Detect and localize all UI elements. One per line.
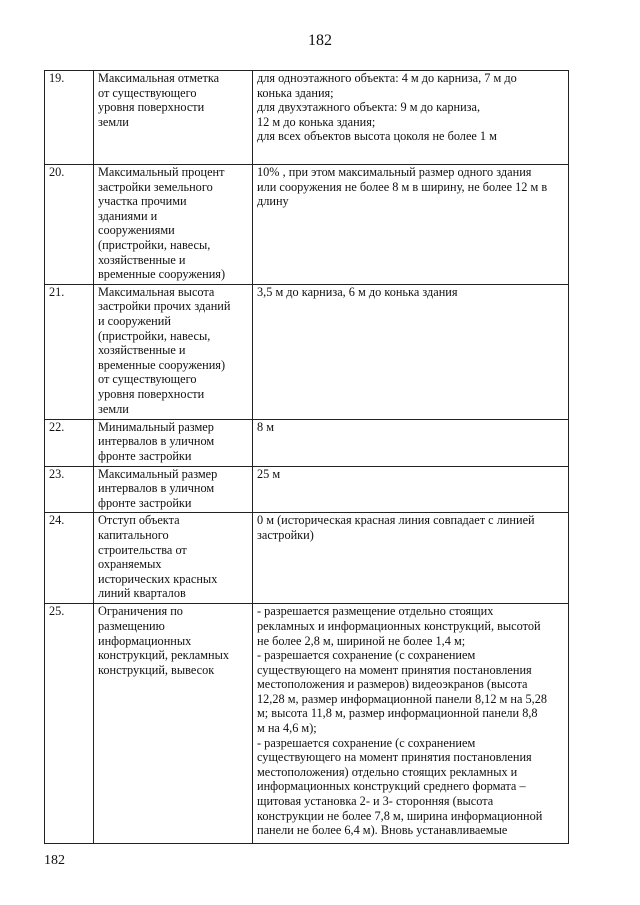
row-number: 19. bbox=[45, 71, 94, 165]
parameter-cell bbox=[94, 604, 253, 844]
value-line: застройки) bbox=[257, 527, 314, 542]
parameter-line: земли bbox=[98, 114, 129, 129]
row-number: 21. bbox=[45, 284, 94, 419]
value-cell bbox=[253, 71, 569, 165]
parameter-line: информационных bbox=[98, 633, 192, 648]
value-line: конька здания; bbox=[257, 85, 334, 100]
parameter-line: капитального bbox=[98, 527, 169, 542]
row-number: 22. bbox=[45, 419, 94, 466]
value-cell bbox=[253, 513, 569, 604]
parameter-line: Максимальный размер bbox=[98, 466, 218, 481]
parameter-line: (пристройки, навесы, bbox=[98, 237, 211, 252]
table-row bbox=[45, 513, 569, 604]
value-line: местоположения и размеров) видеоэкранов (высота bbox=[257, 677, 528, 692]
parameter-line: охраняемых bbox=[98, 557, 162, 572]
parameter-line: сооружениями bbox=[98, 223, 175, 238]
parameter-line: Ограничения по bbox=[98, 604, 183, 619]
value-line: - разрешается сохранение (с сохранением bbox=[257, 648, 476, 663]
value-cell bbox=[253, 604, 569, 844]
parameter-line: Максимальная отметка bbox=[98, 71, 220, 85]
parameter-line: от существующего bbox=[98, 85, 197, 100]
value-line: информационных конструкций среднего формата – bbox=[257, 779, 526, 794]
parameter-line: временные сооружения) bbox=[98, 267, 226, 282]
value-line: существующего на момент принятия постановления bbox=[257, 662, 532, 677]
value-line: 12 м до конька здания; bbox=[257, 114, 376, 129]
row-number: 25. bbox=[45, 604, 94, 844]
row-number: 24. bbox=[45, 513, 94, 604]
value-cell bbox=[253, 466, 569, 513]
parameter-line: хозяйственные и bbox=[98, 343, 186, 358]
parameter-cell bbox=[94, 466, 253, 513]
value-line: для двухэтажного объекта: 9 м до карниза, bbox=[257, 100, 481, 115]
parameter-cell bbox=[94, 165, 253, 285]
table-row bbox=[45, 165, 569, 285]
parameter-line: от существующего bbox=[98, 372, 197, 387]
parameter-cell bbox=[94, 284, 253, 419]
row-number: 23. bbox=[45, 466, 94, 513]
parameter-cell bbox=[94, 71, 253, 165]
value-line: для одноэтажного объекта: 4 м до карниза, 7 м до bbox=[257, 71, 517, 85]
value-line: конструкции не более 7,8 м, ширина информационной bbox=[257, 808, 543, 823]
page-number-bottom: 182 bbox=[44, 853, 65, 868]
parameter-cell bbox=[94, 513, 253, 604]
value-line: - разрешается размещение отдельно стоящих bbox=[257, 604, 494, 619]
parameter-line: и сооружений bbox=[98, 313, 171, 328]
parameter-line: Максимальная высота bbox=[98, 284, 215, 299]
parameter-cell bbox=[94, 419, 253, 466]
parameter-line: уровня поверхности bbox=[98, 100, 205, 115]
parameter-line: строительства от bbox=[98, 542, 187, 557]
page-number-top: 182 bbox=[308, 32, 332, 49]
value-line: длину bbox=[257, 194, 289, 209]
value-line: 3,5 м до карниза, 6 м до конька здания bbox=[257, 284, 458, 299]
parameter-line: хозяйственные и bbox=[98, 252, 186, 267]
parameter-line: земли bbox=[98, 401, 129, 416]
value-line: 25 м bbox=[257, 466, 281, 481]
parameter-line: конструкций, вывесок bbox=[98, 662, 215, 677]
parameter-line: временные сооружения) bbox=[98, 357, 226, 372]
value-line: 12,28 м, размер информационной панели 8,12 м на 5,28 bbox=[257, 691, 548, 706]
value-line: или сооружения не более 8 м в ширину, не более 12 м в bbox=[257, 179, 548, 194]
table-row bbox=[45, 604, 569, 844]
parameter-line: интервалов в уличном bbox=[98, 481, 215, 496]
parameter-line: участка прочими bbox=[98, 194, 187, 209]
value-line: м; высота 11,8 м, размер информационной панели 8,8 bbox=[257, 706, 538, 721]
value-line: 0 м (историческая красная линия совпадает с линией bbox=[257, 513, 535, 528]
value-cell bbox=[253, 419, 569, 466]
value-cell bbox=[253, 284, 569, 419]
value-line: местоположения) отдельно стоящих рекламных и bbox=[257, 764, 518, 779]
table-row bbox=[45, 419, 569, 466]
parameter-line: уровня поверхности bbox=[98, 386, 205, 401]
parameter-line: застройки прочих зданий bbox=[98, 299, 231, 314]
table-row bbox=[45, 71, 569, 165]
value-cell bbox=[253, 165, 569, 285]
value-line: существующего на момент принятия постановления bbox=[257, 750, 532, 765]
parameter-line: Минимальный размер bbox=[98, 419, 214, 434]
value-line: 8 м bbox=[257, 419, 275, 434]
parameter-line: застройки земельного bbox=[98, 179, 213, 194]
parameter-line: линий кварталов bbox=[98, 586, 186, 601]
value-line: щитовая установка 2- и 3- сторонняя (высота bbox=[257, 794, 494, 809]
table-body bbox=[45, 71, 569, 844]
value-line: рекламных и информационных конструкций, высотой bbox=[257, 618, 541, 633]
parameter-line: Отступ объекта bbox=[98, 513, 180, 528]
row-number: 20. bbox=[45, 165, 94, 285]
value-line: 10% , при этом максимальный размер одного здания bbox=[257, 165, 532, 179]
regulations-table bbox=[44, 70, 569, 844]
parameter-line: (пристройки, навесы, bbox=[98, 328, 211, 343]
parameter-line: конструкций, рекламных bbox=[98, 648, 230, 663]
parameter-line: исторических красных bbox=[98, 571, 218, 586]
value-line: - разрешается сохранение (с сохранением bbox=[257, 735, 476, 750]
parameter-line: зданиями и bbox=[98, 208, 158, 223]
value-line: не более 2,8 м, шириной не более 1,4 м; bbox=[257, 633, 466, 648]
parameter-line: фронте застройки bbox=[98, 448, 192, 463]
value-line: м на 4,6 м); bbox=[257, 721, 317, 736]
parameter-line: Максимальный процент bbox=[98, 165, 225, 179]
table-row bbox=[45, 284, 569, 419]
value-line: для всех объектов высота цоколя не более 1 м bbox=[257, 129, 497, 144]
value-line: панели не более 6,4 м). Вновь устанавливаемые bbox=[257, 823, 508, 838]
parameter-line: фронте застройки bbox=[98, 495, 192, 510]
parameter-line: размещению bbox=[98, 618, 165, 633]
parameter-line: интервалов в уличном bbox=[98, 434, 215, 449]
table-row bbox=[45, 466, 569, 513]
